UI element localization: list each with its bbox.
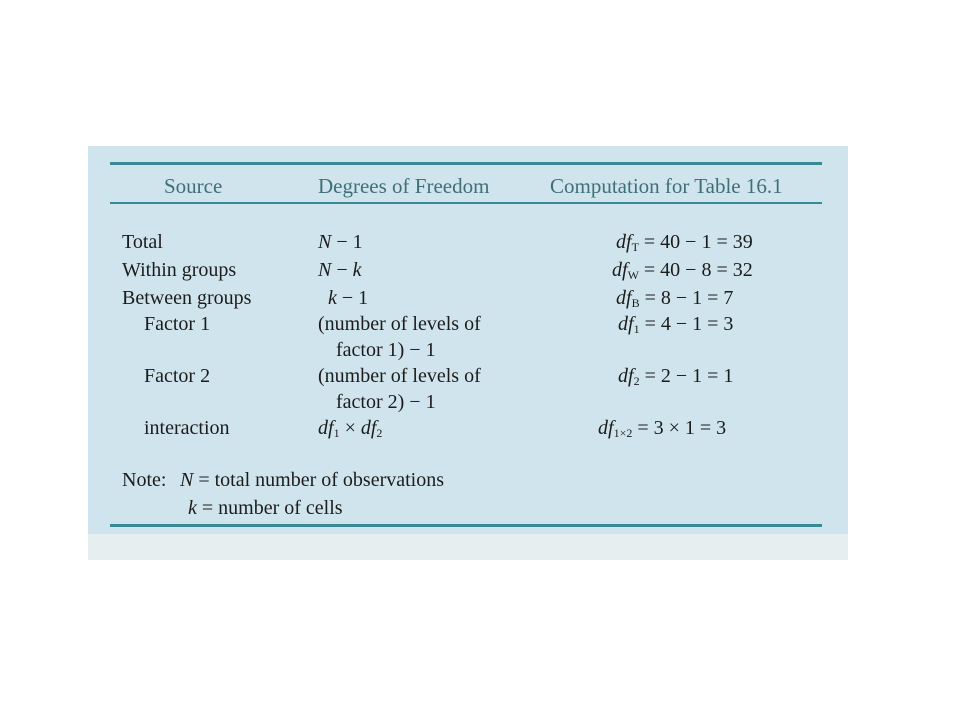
source-factor-2: Factor 2 [144,365,211,387]
table-bottom-rule [110,524,822,527]
computation-factor-2: $df_2 = 2 - 1 = 1$ [618,365,734,388]
df-interaction: $df_1 \times df_2$ [318,417,383,440]
header-source: Source [164,174,223,198]
df-total: N − 1 [318,231,363,253]
note-label: Note: [122,469,167,491]
computation-interaction: $df_{1\times 2} = 3 \times 1 = 3$ [598,417,727,440]
source-within-groups: Within groups [122,259,237,281]
computation-between-groups: $df_B = 8 - 1 = 7$ [616,287,734,310]
computation-factor-1: $df_1 = 4 - 1 = 3$ [618,313,734,336]
header-degrees-of-freedom: Degrees of Freedom [318,174,490,198]
header-computation: Computation for Table 16.1 [550,174,783,198]
df-factor-2-line2: factor 2) − 1 [336,391,436,413]
textbook-table-scan [88,146,848,560]
source-interaction: interaction [144,417,230,439]
scan-page-edge [88,534,848,560]
df-factor-2-line1: (number of levels of [318,365,481,387]
header-rule [110,202,822,204]
table-top-rule [110,162,822,165]
df-factor-1-line1: (number of levels of [318,313,481,335]
source-between-groups: Between groups [122,287,252,309]
computation-within-groups: $df_W = 40 - 8 = 32$ [612,259,753,282]
df-factor-1-line2: factor 1) − 1 [336,339,436,361]
note-line-2: k = number of cells [188,497,343,519]
source-total: Total [122,231,163,253]
source-factor-1: Factor 1 [144,313,211,335]
computation-total: $df_T = 40 - 1 = 39$ [616,231,753,254]
df-within-groups: N − k [318,259,362,281]
note-line-1: N = total number of observations [180,469,445,491]
df-between-groups: k − 1 [328,287,369,309]
